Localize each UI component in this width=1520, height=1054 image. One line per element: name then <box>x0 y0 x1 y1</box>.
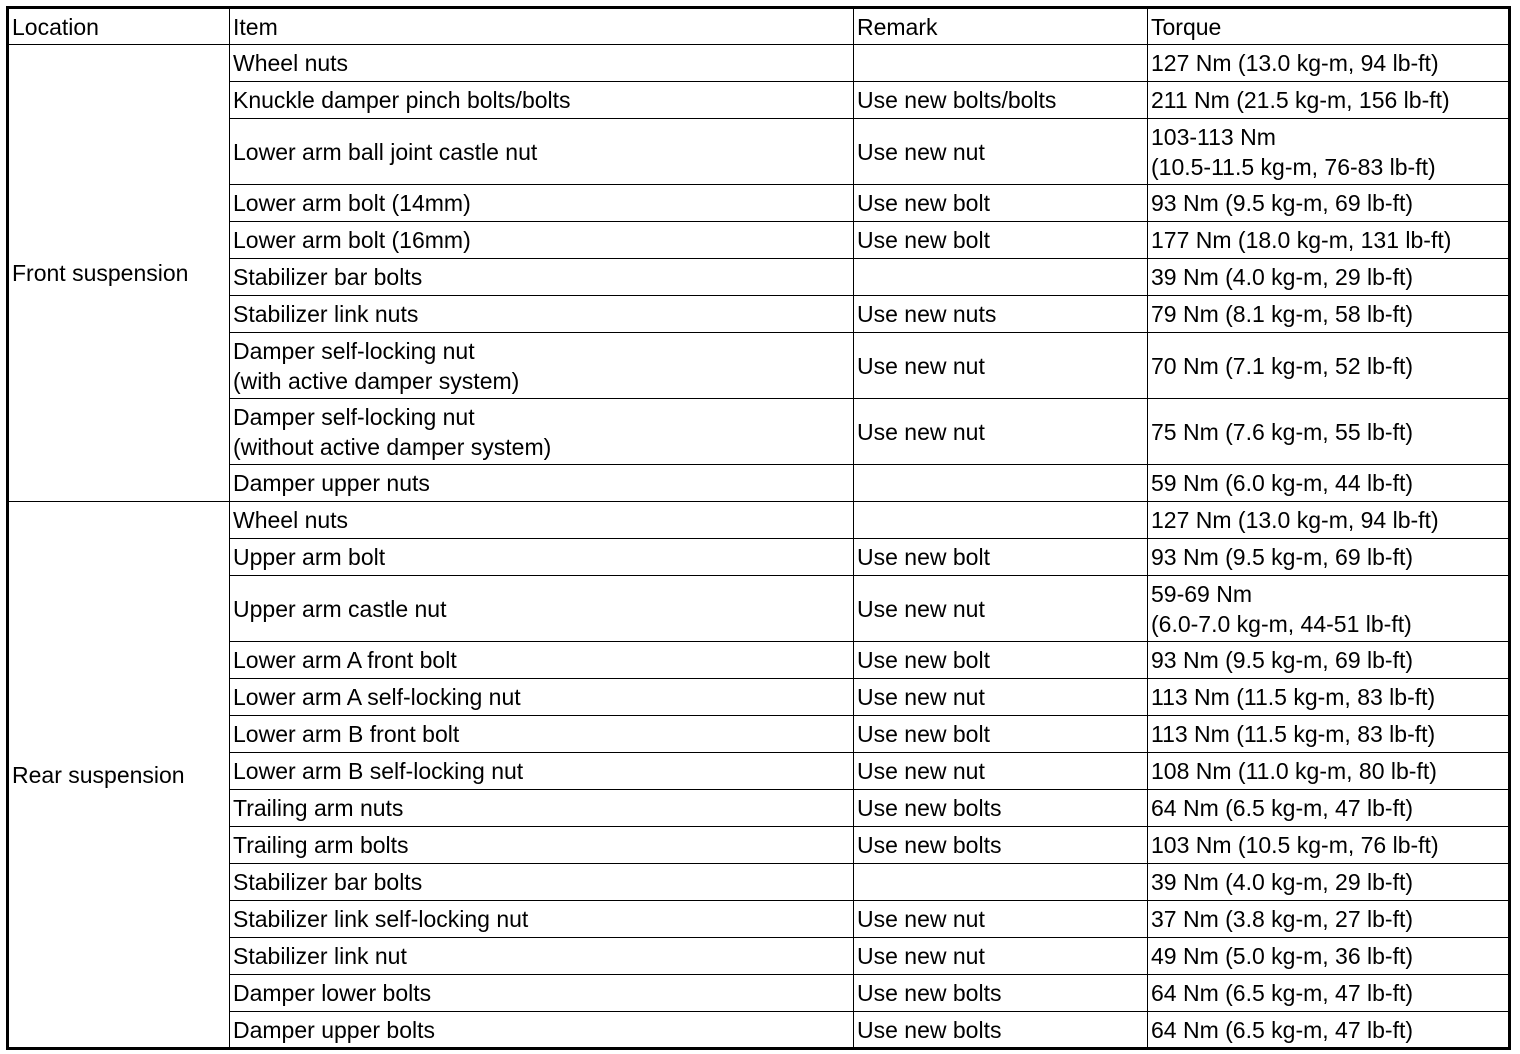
table-row <box>8 864 1510 901</box>
item-cell: Stabilizer link self-locking nut <box>230 901 854 938</box>
table-row <box>8 465 1510 502</box>
header-location: Location <box>8 8 230 45</box>
remark-cell: Use new nut <box>854 901 1148 938</box>
item-cell: Lower arm A front bolt <box>230 642 854 679</box>
table-row <box>8 82 1510 119</box>
table-row <box>8 259 1510 296</box>
remark-cell: Use new bolts <box>854 827 1148 864</box>
remark-cell: Use new nut <box>854 333 1148 399</box>
table-row <box>8 679 1510 716</box>
remark-cell: Use new bolts <box>854 1012 1148 1049</box>
remark-cell <box>854 502 1148 539</box>
torque-cell: 49 Nm (5.0 kg-m, 36 lb-ft) <box>1148 938 1510 975</box>
torque-cell: 64 Nm (6.5 kg-m, 47 lb-ft) <box>1148 975 1510 1012</box>
header-item: Item <box>230 8 854 45</box>
torque-cell: 211 Nm (21.5 kg-m, 156 lb-ft) <box>1148 82 1510 119</box>
item-cell: Damper upper bolts <box>230 1012 854 1049</box>
remark-cell: Use new nut <box>854 679 1148 716</box>
torque-cell: 93 Nm (9.5 kg-m, 69 lb-ft) <box>1148 642 1510 679</box>
header-torque: Torque <box>1148 8 1510 45</box>
table-row <box>8 333 1510 399</box>
torque-cell: 113 Nm (11.5 kg-m, 83 lb-ft) <box>1148 716 1510 753</box>
remark-cell: Use new bolt <box>854 222 1148 259</box>
item-cell: Lower arm A self-locking nut <box>230 679 854 716</box>
table-row <box>8 296 1510 333</box>
table-row <box>8 576 1510 642</box>
table-row <box>8 1012 1510 1049</box>
table-row <box>8 119 1510 185</box>
table-row <box>8 502 1510 539</box>
location-cell: Rear suspension <box>8 502 230 1049</box>
remark-cell: Use new bolts/bolts <box>854 82 1148 119</box>
table-row <box>8 45 1510 82</box>
torque-cell: 70 Nm (7.1 kg-m, 52 lb-ft) <box>1148 333 1510 399</box>
torque-cell: 39 Nm (4.0 kg-m, 29 lb-ft) <box>1148 259 1510 296</box>
remark-cell: Use new bolts <box>854 790 1148 827</box>
torque-cell: 93 Nm (9.5 kg-m, 69 lb-ft) <box>1148 539 1510 576</box>
remark-cell: Use new bolts <box>854 975 1148 1012</box>
header-remark: Remark <box>854 8 1148 45</box>
item-cell: Upper arm bolt <box>230 539 854 576</box>
torque-cell: 75 Nm (7.6 kg-m, 55 lb-ft) <box>1148 399 1510 465</box>
table-row <box>8 399 1510 465</box>
item-cell: Knuckle damper pinch bolts/bolts <box>230 82 854 119</box>
torque-cell: 64 Nm (6.5 kg-m, 47 lb-ft) <box>1148 1012 1510 1049</box>
torque-cell: 103 Nm (10.5 kg-m, 76 lb-ft) <box>1148 827 1510 864</box>
remark-cell: Use new nut <box>854 399 1148 465</box>
item-cell: Wheel nuts <box>230 45 854 82</box>
torque-cell: 93 Nm (9.5 kg-m, 69 lb-ft) <box>1148 185 1510 222</box>
remark-cell: Use new nut <box>854 576 1148 642</box>
item-cell: Lower arm B self-locking nut <box>230 753 854 790</box>
item-cell: Damper self-locking nut (with active damper system) <box>230 333 854 399</box>
torque-cell: 113 Nm (11.5 kg-m, 83 lb-ft) <box>1148 679 1510 716</box>
table-row <box>8 938 1510 975</box>
table-row <box>8 790 1510 827</box>
remark-cell: Use new nut <box>854 938 1148 975</box>
table-row <box>8 827 1510 864</box>
item-cell: Damper self-locking nut (without active damper system) <box>230 399 854 465</box>
remark-cell: Use new bolt <box>854 716 1148 753</box>
torque-cell: 64 Nm (6.5 kg-m, 47 lb-ft) <box>1148 790 1510 827</box>
item-cell: Lower arm bolt (14mm) <box>230 185 854 222</box>
header-row <box>8 8 1510 45</box>
item-cell: Stabilizer link nut <box>230 938 854 975</box>
table-row <box>8 975 1510 1012</box>
location-cell: Front suspension <box>8 45 230 502</box>
remark-cell <box>854 259 1148 296</box>
remark-cell: Use new nut <box>854 119 1148 185</box>
item-cell: Stabilizer link nuts <box>230 296 854 333</box>
item-cell: Trailing arm nuts <box>230 790 854 827</box>
item-cell: Damper upper nuts <box>230 465 854 502</box>
torque-cell: 39 Nm (4.0 kg-m, 29 lb-ft) <box>1148 864 1510 901</box>
torque-cell: 127 Nm (13.0 kg-m, 94 lb-ft) <box>1148 45 1510 82</box>
item-cell: Stabilizer bar bolts <box>230 864 854 901</box>
item-cell: Lower arm B front bolt <box>230 716 854 753</box>
table-row <box>8 185 1510 222</box>
torque-cell: 108 Nm (11.0 kg-m, 80 lb-ft) <box>1148 753 1510 790</box>
remark-cell: Use new bolt <box>854 642 1148 679</box>
remark-cell: Use new nut <box>854 753 1148 790</box>
item-cell: Lower arm ball joint castle nut <box>230 119 854 185</box>
torque-cell: 127 Nm (13.0 kg-m, 94 lb-ft) <box>1148 502 1510 539</box>
torque-cell: 37 Nm (3.8 kg-m, 27 lb-ft) <box>1148 901 1510 938</box>
remark-cell <box>854 864 1148 901</box>
remark-cell: Use new nuts <box>854 296 1148 333</box>
remark-cell <box>854 465 1148 502</box>
torque-cell: 59 Nm (6.0 kg-m, 44 lb-ft) <box>1148 465 1510 502</box>
torque-cell: 177 Nm (18.0 kg-m, 131 lb-ft) <box>1148 222 1510 259</box>
table-row <box>8 539 1510 576</box>
remark-cell: Use new bolt <box>854 539 1148 576</box>
remark-cell <box>854 45 1148 82</box>
item-cell: Wheel nuts <box>230 502 854 539</box>
item-cell: Lower arm bolt (16mm) <box>230 222 854 259</box>
item-cell: Upper arm castle nut <box>230 576 854 642</box>
table-row <box>8 753 1510 790</box>
torque-cell: 79 Nm (8.1 kg-m, 58 lb-ft) <box>1148 296 1510 333</box>
remark-cell: Use new bolt <box>854 185 1148 222</box>
item-cell: Trailing arm bolts <box>230 827 854 864</box>
table-row <box>8 222 1510 259</box>
table-row <box>8 642 1510 679</box>
table-row <box>8 716 1510 753</box>
item-cell: Damper lower bolts <box>230 975 854 1012</box>
table-row <box>8 901 1510 938</box>
item-cell: Stabilizer bar bolts <box>230 259 854 296</box>
torque-cell: 59-69 Nm (6.0-7.0 kg-m, 44-51 lb-ft) <box>1148 576 1510 642</box>
torque-cell: 103-113 Nm (10.5-11.5 kg-m, 76-83 lb-ft) <box>1148 119 1510 185</box>
torque-spec-table <box>6 6 1511 1050</box>
